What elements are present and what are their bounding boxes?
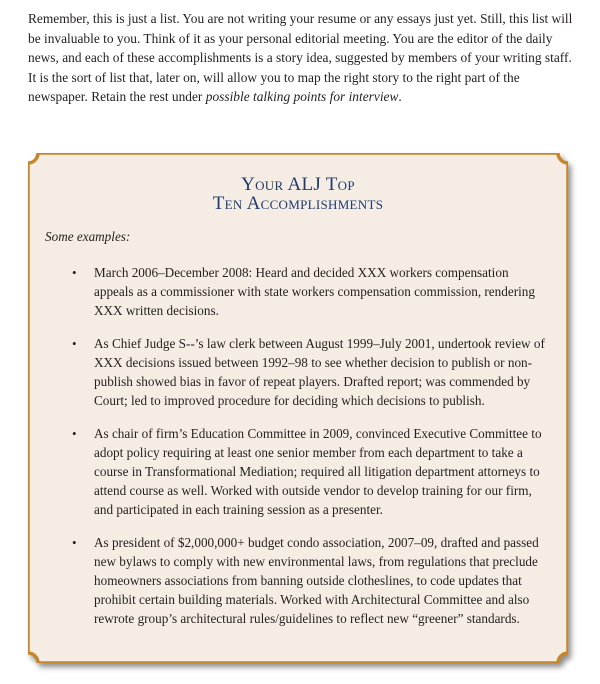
bullet: • (72, 426, 77, 441)
list-item-text: As Chief Judge S--’s law clerk between August 1999–July 2001, undertook review of XXX decisions issued between 1992–98 to see whether decision to publish or non-publish showed bias in favor of repeat players. Drafted report; was commended by Court; led to improved procedure for deciding which decisions to publish. (94, 336, 545, 408)
bullet: • (72, 535, 77, 550)
accomplishments-list (72, 263, 550, 642)
intro-text: Remember, this is just a list. You are not writing your resume or any essays just yet. Still, this list will be invaluable to you. Think of it as your personal editorial meeting. You are the editor of the daily news, and each of these accomplishments is a story idea, suggested by members of your writing staff. It is the sort of list that, later on, will allow you to map the right story to the right part of the newspaper. Retain the rest under (28, 11, 573, 105)
list-item-text: As chair of firm’s Education Committee in 2009, convinced Executive Committee to adopt policy requiring at least one senior member from each department to take a course in Transformational Mediation; required all litigation department attorneys to attend course as well. Worked with outside vendor to develop training for our firm, and participated in each training session as a presenter. (94, 426, 542, 517)
list-item-text: March 2006–December 2008: Heard and decided XXX workers compensation appeals as a commissioner with state workers compensation commission, rendering XXX written decisions. (94, 265, 535, 318)
panel-subtitle: Some examples: (45, 229, 131, 244)
panel-title-line2: Ten Accomplishments (212, 193, 384, 214)
list-item (72, 263, 550, 320)
list-item (72, 334, 550, 410)
list-item (72, 533, 550, 628)
list-item-text: As president of $2,000,000+ budget condo association, 2007–09, drafted and passed new bylaws to comply with new environmental laws, from regulations that preclude homeowners associations from banning outside clotheslines, to code updates that prohibit certain building materials. Worked with Architectural Committee and also rewrote group’s architectural rules/guidelines to reflect new “greener” standards. (94, 535, 539, 626)
accomplishments-panel (28, 153, 568, 663)
bullet: • (72, 336, 77, 351)
intro-paragraph (28, 9, 576, 107)
bullet: • (72, 265, 77, 280)
list-item (72, 424, 550, 519)
panel-title-line1: Your ALJ Top (241, 174, 355, 195)
intro-end: . (398, 89, 402, 105)
intro-emphasis: possible talking points for interview (205, 89, 399, 105)
